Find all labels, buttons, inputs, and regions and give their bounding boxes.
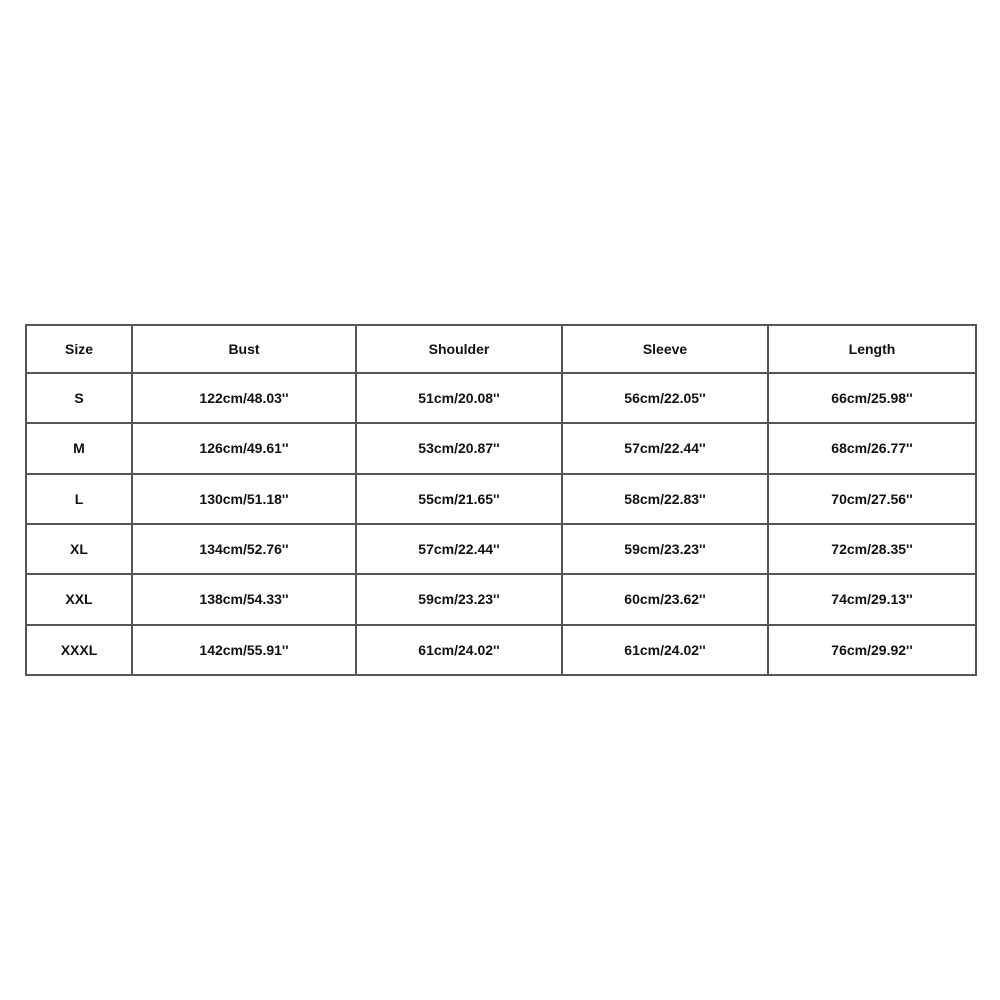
cell-sleeve: 58cm/22.83'' xyxy=(562,474,768,524)
cell-bust: 138cm/54.33'' xyxy=(132,574,356,624)
cell-shoulder: 59cm/23.23'' xyxy=(356,574,562,624)
cell-size: M xyxy=(26,423,132,473)
cell-sleeve: 60cm/23.62'' xyxy=(562,574,768,624)
table-row xyxy=(26,524,976,574)
cell-shoulder: 57cm/22.44'' xyxy=(356,524,562,574)
cell-length: 72cm/28.35'' xyxy=(768,524,976,574)
cell-sleeve: 57cm/22.44'' xyxy=(562,423,768,473)
table-row xyxy=(26,474,976,524)
header-sleeve: Sleeve xyxy=(562,325,768,373)
cell-length: 76cm/29.92'' xyxy=(768,625,976,675)
cell-length: 66cm/25.98'' xyxy=(768,373,976,423)
header-length: Length xyxy=(768,325,976,373)
table-row xyxy=(26,625,976,675)
cell-shoulder: 53cm/20.87'' xyxy=(356,423,562,473)
cell-sleeve: 59cm/23.23'' xyxy=(562,524,768,574)
cell-bust: 134cm/52.76'' xyxy=(132,524,356,574)
cell-shoulder: 61cm/24.02'' xyxy=(356,625,562,675)
cell-sleeve: 56cm/22.05'' xyxy=(562,373,768,423)
table-row xyxy=(26,373,976,423)
cell-size: XXXL xyxy=(26,625,132,675)
cell-bust: 130cm/51.18'' xyxy=(132,474,356,524)
cell-size: S xyxy=(26,373,132,423)
header-shoulder: Shoulder xyxy=(356,325,562,373)
cell-size: XL xyxy=(26,524,132,574)
cell-sleeve: 61cm/24.02'' xyxy=(562,625,768,675)
cell-bust: 122cm/48.03'' xyxy=(132,373,356,423)
cell-size: L xyxy=(26,474,132,524)
cell-size: XXL xyxy=(26,574,132,624)
cell-length: 68cm/26.77'' xyxy=(768,423,976,473)
table-row xyxy=(26,574,976,624)
header-bust: Bust xyxy=(132,325,356,373)
cell-length: 70cm/27.56'' xyxy=(768,474,976,524)
header-size: Size xyxy=(26,325,132,373)
cell-shoulder: 55cm/21.65'' xyxy=(356,474,562,524)
table-header-row xyxy=(26,325,976,373)
cell-length: 74cm/29.13'' xyxy=(768,574,976,624)
cell-shoulder: 51cm/20.08'' xyxy=(356,373,562,423)
cell-bust: 126cm/49.61'' xyxy=(132,423,356,473)
cell-bust: 142cm/55.91'' xyxy=(132,625,356,675)
size-chart-table xyxy=(25,324,977,676)
table-row xyxy=(26,423,976,473)
